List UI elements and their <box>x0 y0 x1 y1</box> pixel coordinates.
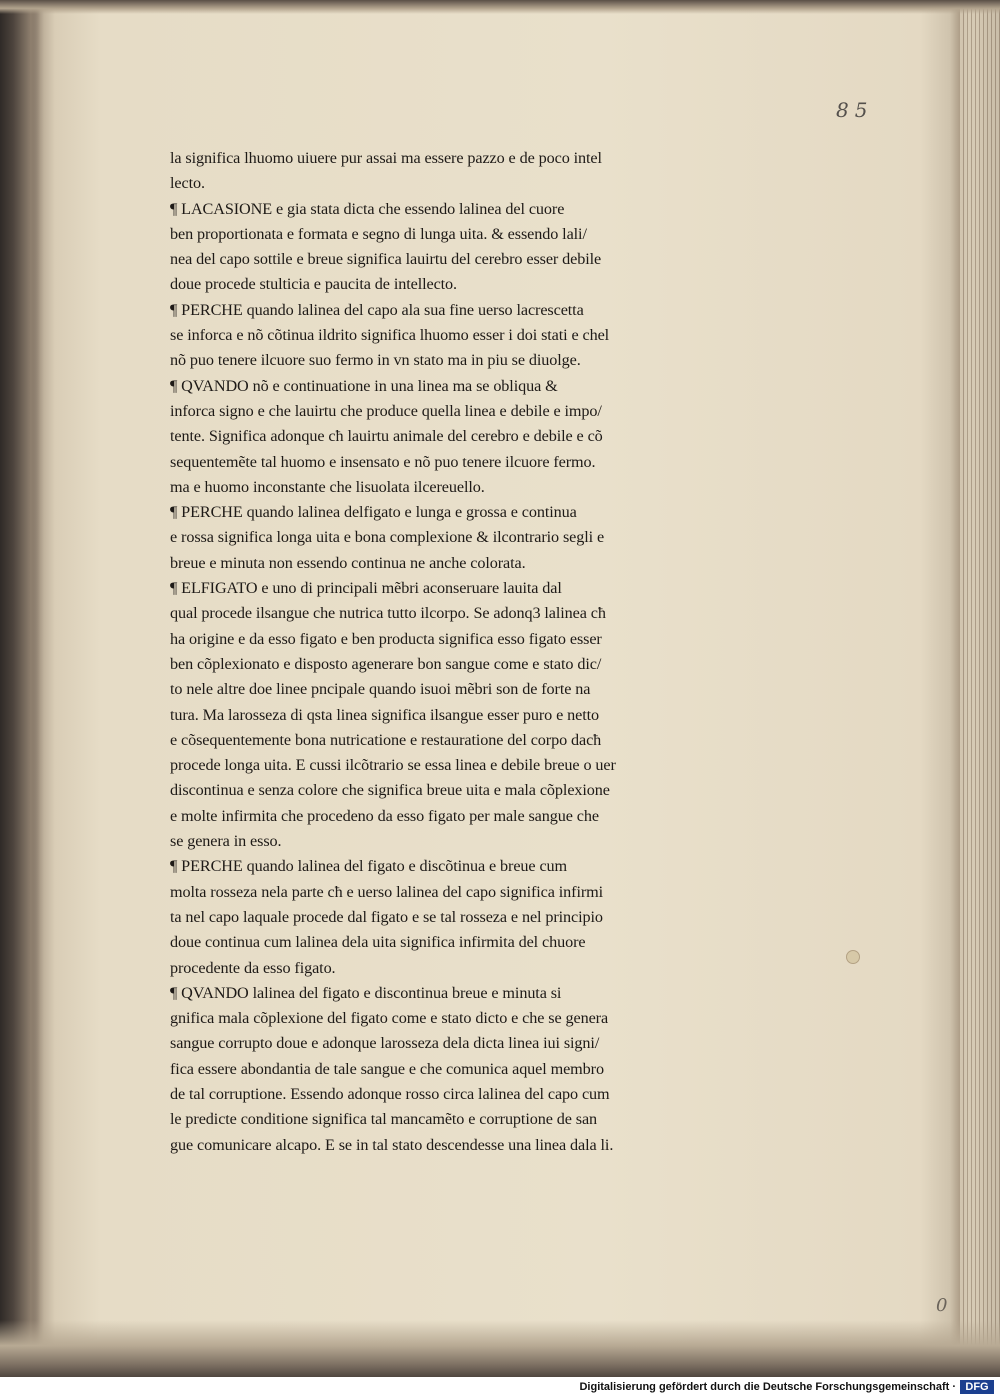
text-line: ta nel capo laquale procede dal figato e se tal rosseza e nel principio <box>170 907 603 926</box>
text-line: ¶ QVANDO lalinea del figato e discontinua breue e minuta si <box>170 983 562 1002</box>
text-line: ¶ PERCHE quando lalinea del figato e discõtinua e breue cum <box>170 857 568 876</box>
text-line: gnifica mala cõplexione del figato come e stato dicto e che se genera <box>170 1009 609 1028</box>
text-line: le predicte conditione significa tal mancamẽto e corruptione de san <box>170 1110 598 1129</box>
text-line: tura. Ma larosseza di qsta linea significa ilsangue esser puro e netto <box>170 705 600 724</box>
text-line: nea del capo sottile e breue significa lauirtu del cerebro esser debile <box>170 250 602 269</box>
text-line: tente. Significa adonque cħ lauirtu animale del cerebro e debile e cõ <box>170 427 603 446</box>
text-line: ha origine e da esso figato e ben producta significa esso figato esser <box>170 629 602 648</box>
footer-credit: Digitalisierung gefördert durch die Deutsche Forschungsgemeinschaft · <box>579 1381 956 1393</box>
text-line: molta rosseza nela parte cħ e uerso lalinea del capo significa infirmi <box>170 882 604 901</box>
text-line: se genera in esso. <box>170 832 282 851</box>
text-line: sequentemẽte tal huomo e insensato e nõ puo tenere ilcuore fermo. <box>170 452 596 471</box>
pencil-mark: 0 <box>936 1295 948 1316</box>
text-line: procedente da esso figato. <box>170 958 336 977</box>
page-stack-edge <box>960 0 1000 1397</box>
text-line: de tal corruptione. Essendo adonque rosso circa lalinea del capo cum <box>170 1084 610 1103</box>
text-line: gue comunicare alcapo. E se in tal stato descendesse una linea dala li. <box>170 1135 614 1154</box>
text-line: ben proportionata e formata e segno di lunga uita. & essendo lali/ <box>170 224 587 243</box>
text-line: inforca signo e che lauirtu che produce quella linea e debile e impo/ <box>170 401 602 420</box>
text-line: ¶ QVANDO nõ e continuatione in una linea ma se obliqua & <box>170 376 558 395</box>
text-line: e cõsequentemente bona nutricatione e restauratione del corpo dacħ <box>170 730 602 749</box>
text-line: la significa lhuomo uiuere pur assai ma essere pazzo e de poco intel <box>170 149 602 167</box>
page-bottom-edge <box>0 1320 1000 1377</box>
text-line: ben cõplexionato e disposto agenerare bon sangue come e stato dic/ <box>170 654 602 673</box>
text-line: ¶ ELFIGATO e uno di principali mẽbri aconseruare lauita dal <box>170 579 562 598</box>
text-line: ma e huomo inconstante che lisuolata ilcereuello. <box>170 477 485 496</box>
text-line: sangue corrupto doue e adonque larosseza dela dicta linea iui signi/ <box>170 1034 600 1053</box>
text-line: ¶ PERCHE quando lalinea delfigato e lunga e grossa e continua <box>170 503 577 522</box>
text-line: se inforca e nõ cõtinua ildrito significa lhuomo esser i doi stati e chel <box>170 326 610 345</box>
text-line: e rossa significa longa uita e bona complexione & ilcontrario segli e <box>170 528 605 547</box>
book-spine-shadow <box>0 0 44 1397</box>
text-line: ¶ PERCHE quando lalinea del capo ala sua fine uerso lacrescetta <box>170 300 584 319</box>
text-line: doue continua cum lalinea dela uita significa infirmita del chuore <box>170 933 586 952</box>
paper-stain <box>846 950 860 964</box>
folio-number: 85 <box>836 98 874 122</box>
text-line: fica essere abondantia de tale sangue e che comunica aquel membro <box>170 1059 604 1078</box>
text-line: nõ puo tenere ilcuore suo fermo in vn stato ma in piu se diuolge. <box>170 351 581 370</box>
dfg-logo-icon: DFG <box>960 1380 994 1394</box>
page-top-edge <box>0 0 1000 14</box>
text-line: procede longa uita. E cussi ilcõtrario se essa linea e debile breue o uer <box>170 756 616 775</box>
text-line: e molte infirmita che procedeno da esso figato per male sangue che <box>170 806 599 825</box>
text-line: doue procede stulticia e paucita de intellecto. <box>170 275 457 294</box>
text-line: ¶ LACASIONE e gia stata dicta che essendo lalinea del cuore <box>170 199 565 218</box>
text-line: to nele altre doe linee pncipale quando isuoi mẽbri son de forte na <box>170 680 591 699</box>
text-line: qual procede ilsangue che nutrica tutto ilcorpo. Se adonq3 lalinea cħ <box>170 604 606 623</box>
text-line: lecto. <box>170 174 205 193</box>
text-line: breue e minuta non essendo continua ne anche colorata. <box>170 553 526 572</box>
text-line: discontinua e senza colore che significa breue uita e mala cõplexione <box>170 781 610 800</box>
text-block <box>170 146 692 1158</box>
